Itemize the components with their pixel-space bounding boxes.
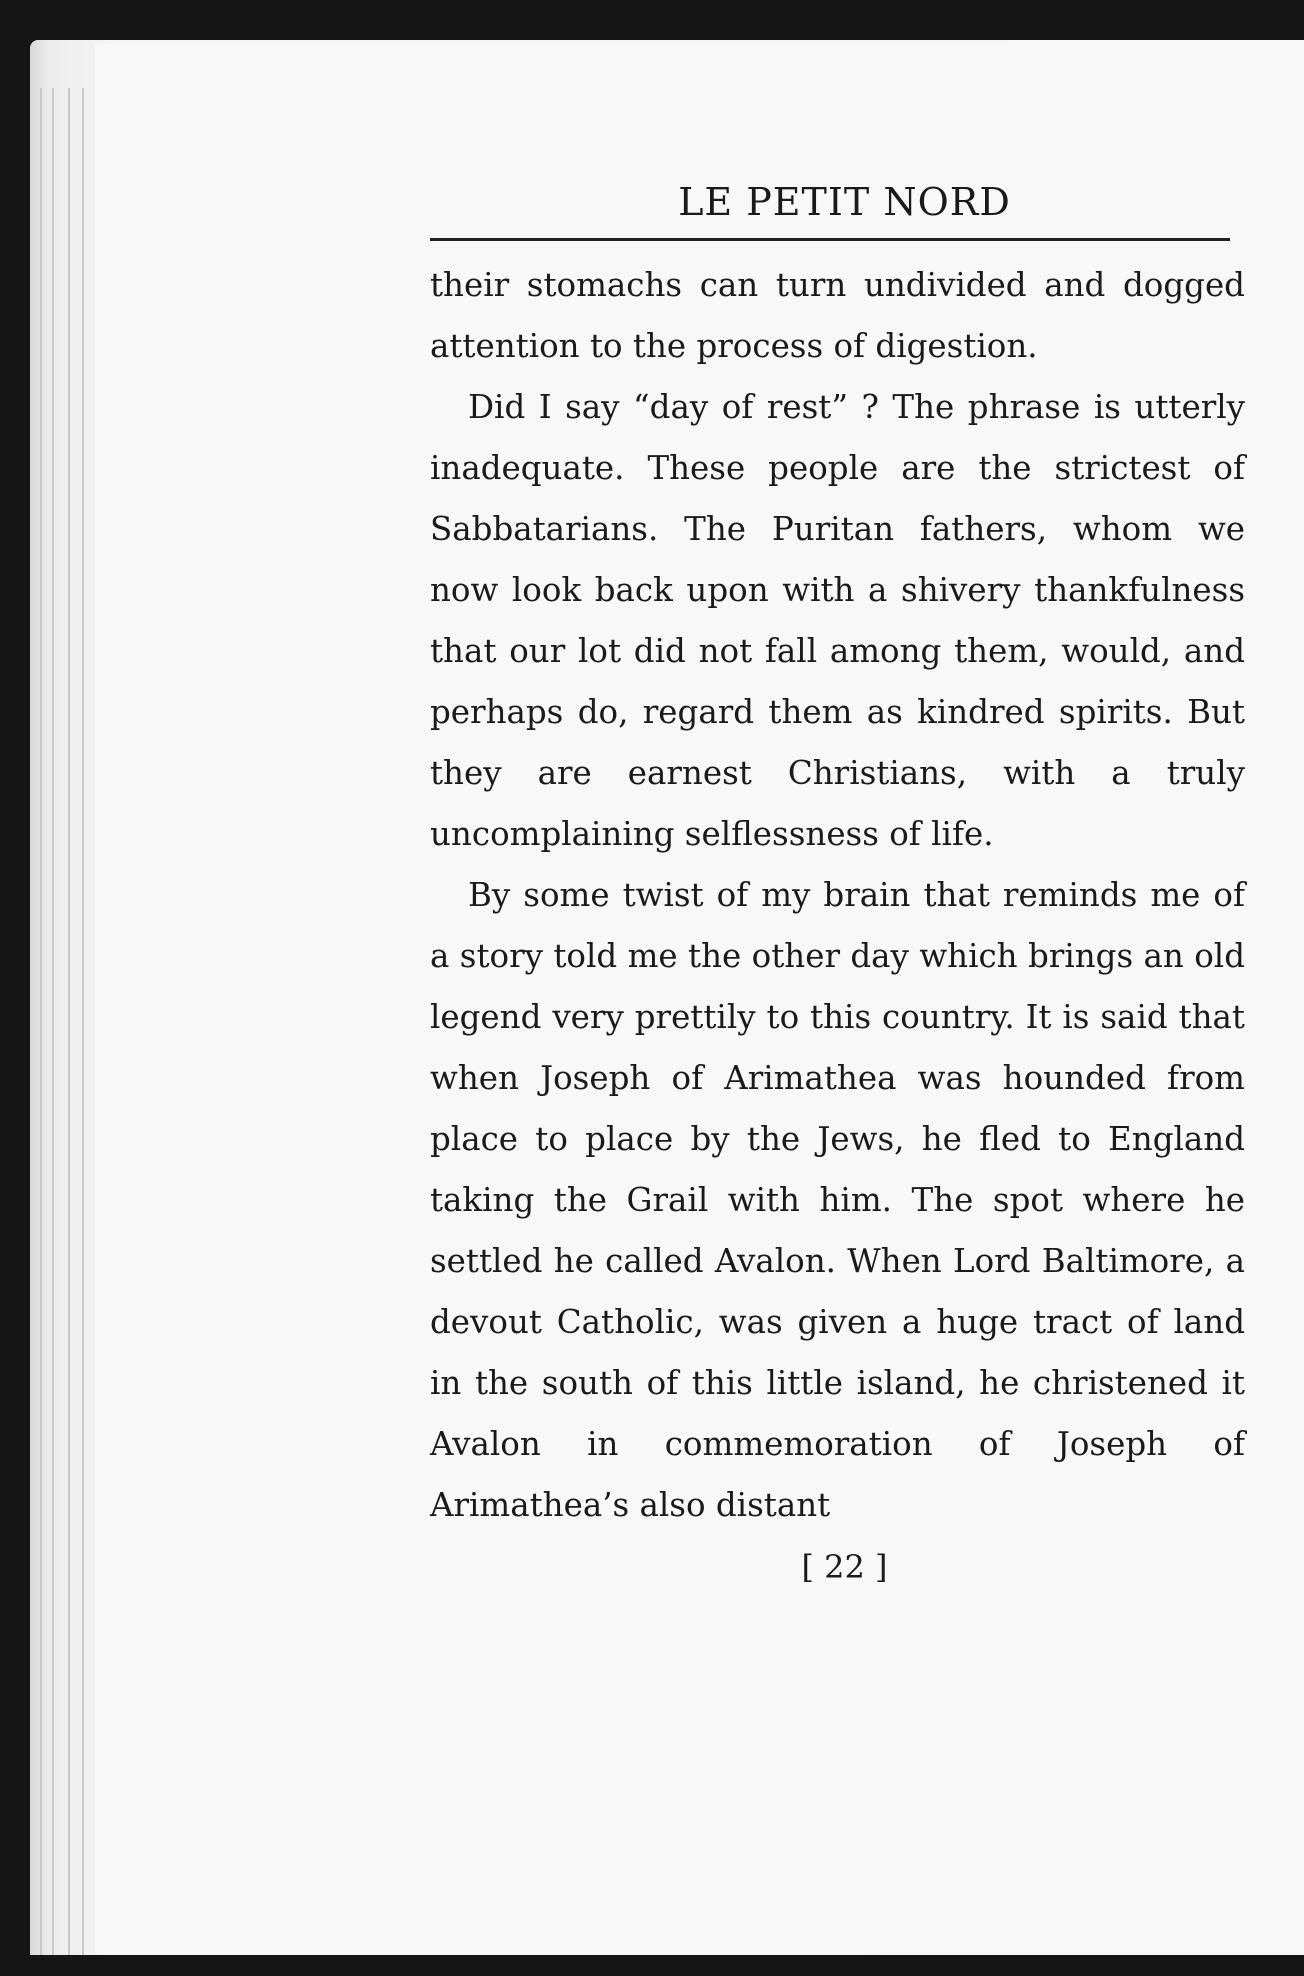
- page-number: [ 22 ]: [801, 1548, 888, 1586]
- header-rule: [430, 238, 1230, 241]
- page-edge: [82, 88, 84, 1955]
- paragraph: Did I say “day of rest” ? The phrase is utterly inadequate. These people are the strictest of Sabbatarians. The Puritan fathers, whom we now look back upon with a shivery thankfulness that our lot did not fall among them, would, and perhaps do, regard them as kindred spirits. But they are earnest Christians, with a truly uncomplaining selflessness of life.: [430, 388, 1245, 853]
- paragraph: By some twist of my brain that reminds me of a story told me the other day which brings an old legend very prettily to this country. It is said that when Joseph of Arimathea was hounded from place to place by the Jews, he fled to England taking the Grail with him. The spot where he settled he called Avalon. When Lord Baltimore, a devout Catholic, was given a huge tract of land in the south of this little island, he christened it Avalon in commemoration of Joseph of Arimathea’s also distant: [430, 876, 1245, 1524]
- page-edge: [68, 88, 70, 1955]
- body-text: [430, 255, 1245, 1536]
- paragraph: their stomachs can turn undivided and dogged attention to the process of digestion.: [430, 266, 1245, 365]
- page-edge: [40, 88, 42, 1955]
- running-head: LE PETIT NORD: [678, 180, 1011, 224]
- text-block: [430, 180, 1245, 1586]
- page-edge: [52, 88, 54, 1955]
